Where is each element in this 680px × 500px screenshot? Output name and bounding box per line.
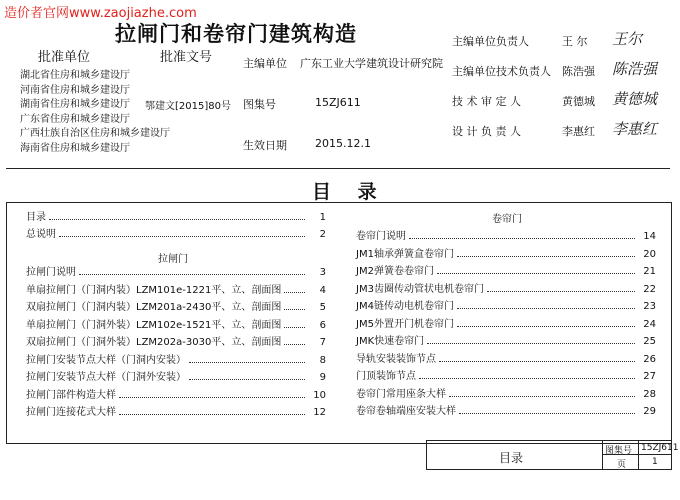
toc-leader-dots (284, 292, 305, 293)
signature-image: 李惠红 (612, 120, 658, 138)
toc-entry-label: JMK快速卷帘门 (356, 336, 425, 347)
person-name: 王 尔 (562, 35, 588, 48)
footer-atlas-label: 图集号 (605, 446, 633, 456)
toc-entry-label: JM2弹簧卷卷帘门 (356, 266, 434, 277)
toc-leader-dots (79, 274, 305, 275)
person-role: 主编单位负责人 (452, 35, 529, 48)
toc-entry[interactable] (356, 331, 656, 347)
toc-entry[interactable] (356, 261, 656, 277)
toc-entry[interactable] (26, 385, 326, 401)
header-divider (6, 168, 670, 169)
toc-title: 目 录 (312, 181, 387, 203)
toc-entry-label: 拉闸门说明 (26, 267, 76, 278)
toc-entry-page: 9 (319, 372, 326, 383)
toc-entry[interactable] (356, 226, 656, 242)
signature-image: 黄德城 (612, 90, 658, 108)
approval-unit: 河南省住房和城乡建设厅 (20, 84, 130, 96)
signature-image: 王尔 (612, 30, 643, 48)
toc-entry[interactable] (356, 384, 656, 400)
toc-entry-page: 7 (319, 337, 326, 348)
toc-entry-label: 总说明 (26, 229, 56, 240)
person-name: 黄德城 (562, 95, 595, 108)
toc-entry[interactable] (26, 367, 326, 383)
toc-leader-dots (427, 343, 635, 344)
toc-leader-dots (449, 396, 635, 397)
document-title: 拉闸门和卷帘门建筑构造 (115, 22, 357, 46)
toc-entry-page: 4 (319, 284, 326, 296)
toc-entry-label: 目录 (26, 212, 46, 223)
toc-leader-dots (419, 378, 635, 379)
toc-entry[interactable] (356, 296, 656, 312)
toc-entry[interactable] (26, 350, 326, 366)
toc-leader-dots (284, 344, 305, 345)
toc-entry-label: 卷帘门说明 (356, 231, 406, 242)
toc-leader-dots (189, 362, 305, 363)
person-name: 陈浩强 (562, 65, 595, 78)
toc-entry[interactable] (26, 332, 326, 348)
toc-entry[interactable] (26, 402, 326, 418)
approval-unit: 海南省住房和城乡建设厅 (20, 142, 130, 154)
toc-entry-label: 卷帘门常用座条大样 (356, 388, 446, 400)
toc-entry-label: 单扇拉闸门（门洞内装）LZM101e-1221平、立、剖面图 (26, 284, 282, 296)
toc-entry-page: 1 (319, 212, 326, 223)
toc-leader-dots (487, 291, 635, 292)
watermark: 造价者官网www.zaojiazhe.com (4, 6, 197, 21)
toc-leader-dots (439, 361, 635, 362)
toc-entry-label: 双扇拉闸门（门洞内装）LZM201a-2430平、立、剖面图 (26, 302, 282, 313)
toc-leader-dots (457, 256, 635, 257)
toc-entry-page: 6 (319, 319, 326, 331)
toc-entry[interactable] (26, 297, 326, 313)
toc-entry-page: 21 (643, 266, 656, 277)
toc-leader-dots (59, 236, 305, 237)
toc-entry[interactable] (26, 262, 326, 278)
toc-entry-page: 20 (643, 248, 656, 260)
toc-entry-label: 拉闸门连接花式大样 (26, 407, 116, 418)
toc-entry-page: 27 (643, 371, 656, 382)
title-block (426, 440, 679, 470)
toc-entry-label: 拉闸门安装节点大样（门洞内安装） (26, 354, 186, 366)
approval-unit: 湖南省住房和城乡建设厅 (20, 99, 130, 110)
toc-leader-dots (284, 327, 305, 328)
toc-entry-page: 2 (319, 229, 326, 240)
toc-entry[interactable] (26, 280, 326, 296)
toc-entry-label: 门顶装饰节点 (356, 371, 416, 382)
toc-entry-page: 10 (313, 389, 326, 401)
toc-section-heading: 卷帘门 (492, 214, 522, 225)
atlas-label: 图集号 (243, 98, 276, 111)
toc-entry-label: 单扇拉闸门（门洞外装）LZM102e-1521平、立、剖面图 (26, 319, 282, 331)
toc-entry-page: 3 (319, 267, 326, 278)
toc-entry-label: 导轨安装装饰节点 (356, 353, 436, 365)
toc-entry[interactable] (26, 224, 326, 240)
effective-label: 生效日期 (243, 139, 287, 152)
toc-leader-dots (459, 413, 635, 414)
toc-entry-page: 26 (643, 353, 656, 365)
person-role: 主编单位技术负责人 (452, 65, 551, 78)
toc-entry[interactable] (26, 315, 326, 331)
toc-leader-dots (437, 273, 635, 274)
toc-entry-page: 25 (643, 336, 656, 347)
toc-leader-dots (409, 238, 635, 239)
atlas-number: 15ZJ611 (315, 96, 361, 109)
toc-entry-page: 29 (643, 406, 656, 417)
toc-entry-label: JM3齿圈传动管状电机卷帘门 (356, 283, 484, 295)
toc-entry-page: 8 (319, 354, 326, 366)
toc-leader-dots (119, 414, 305, 415)
toc-entry-label: 拉闸门安装节点大样（门洞外安装） (26, 372, 186, 383)
toc-entry-page: 14 (643, 231, 656, 242)
person-name: 李惠红 (562, 125, 595, 138)
approval-doc-number: 鄂建文[2015]80号 (145, 101, 231, 112)
toc-entry-label: JM4链传动电机卷帘门 (356, 301, 454, 312)
chief-unit: 广东工业大学建筑设计研究院 (300, 57, 443, 70)
toc-entry[interactable] (26, 207, 326, 223)
toc-entry-page: 5 (319, 302, 326, 313)
toc-leader-dots (119, 397, 305, 398)
toc-entry-page: 23 (643, 301, 656, 312)
toc-leader-dots (457, 308, 635, 309)
toc-leader-dots (189, 379, 305, 380)
approval-unit: 广东省住房和城乡建设厅 (20, 113, 130, 125)
toc-entry-page: 12 (313, 407, 326, 418)
toc-entry[interactable] (356, 349, 656, 365)
approval-doc-label: 批准文号 (160, 50, 213, 65)
toc-entry-label: 双扇拉闸门（门洞外装）LZM202a-3030平、立、剖面图 (26, 337, 282, 348)
footer-page-label: 页 (617, 460, 627, 470)
toc-leader-dots (457, 326, 635, 327)
person-role: 技 术 审 定 人 (452, 95, 521, 108)
toc-section-heading: 拉闸门 (158, 254, 188, 265)
effective-date: 2015.12.1 (315, 137, 371, 150)
chief-unit-label: 主编单位 (243, 57, 287, 70)
toc-entry[interactable] (356, 366, 656, 382)
toc-entry-label: 拉闸门部件构造大样 (26, 389, 116, 401)
toc-entry[interactable] (356, 401, 656, 417)
footer-atlas-number: 15ZJ611 (641, 443, 679, 453)
toc-entry-page: 22 (643, 283, 656, 295)
footer-page-number: 1 (652, 457, 658, 467)
toc-entry-page: 24 (643, 318, 656, 330)
approval-unit-label: 批准单位 (38, 50, 91, 65)
toc-entry[interactable] (356, 279, 656, 295)
signature-image: 陈浩强 (612, 60, 658, 78)
toc-entry-page: 28 (643, 388, 656, 400)
toc-entry-label: JM1轴承弹簧盒卷帘门 (356, 248, 454, 260)
footer-title: 目录 (499, 451, 524, 465)
toc-leader-dots (49, 219, 305, 220)
approval-unit: 湖北省住房和城乡建设厅 (20, 70, 130, 81)
toc-leader-dots (284, 309, 305, 310)
toc-entry[interactable] (356, 314, 656, 330)
approval-unit: 广西壮族自治区住房和城乡建设厅 (20, 128, 170, 139)
toc-entry[interactable] (356, 244, 656, 260)
toc-entry-label: JM5外置开门机卷帘门 (356, 318, 454, 330)
toc-entry-label: 卷帘卷轴端座安装大样 (356, 406, 456, 417)
person-role: 设 计 负 责 人 (452, 125, 521, 138)
